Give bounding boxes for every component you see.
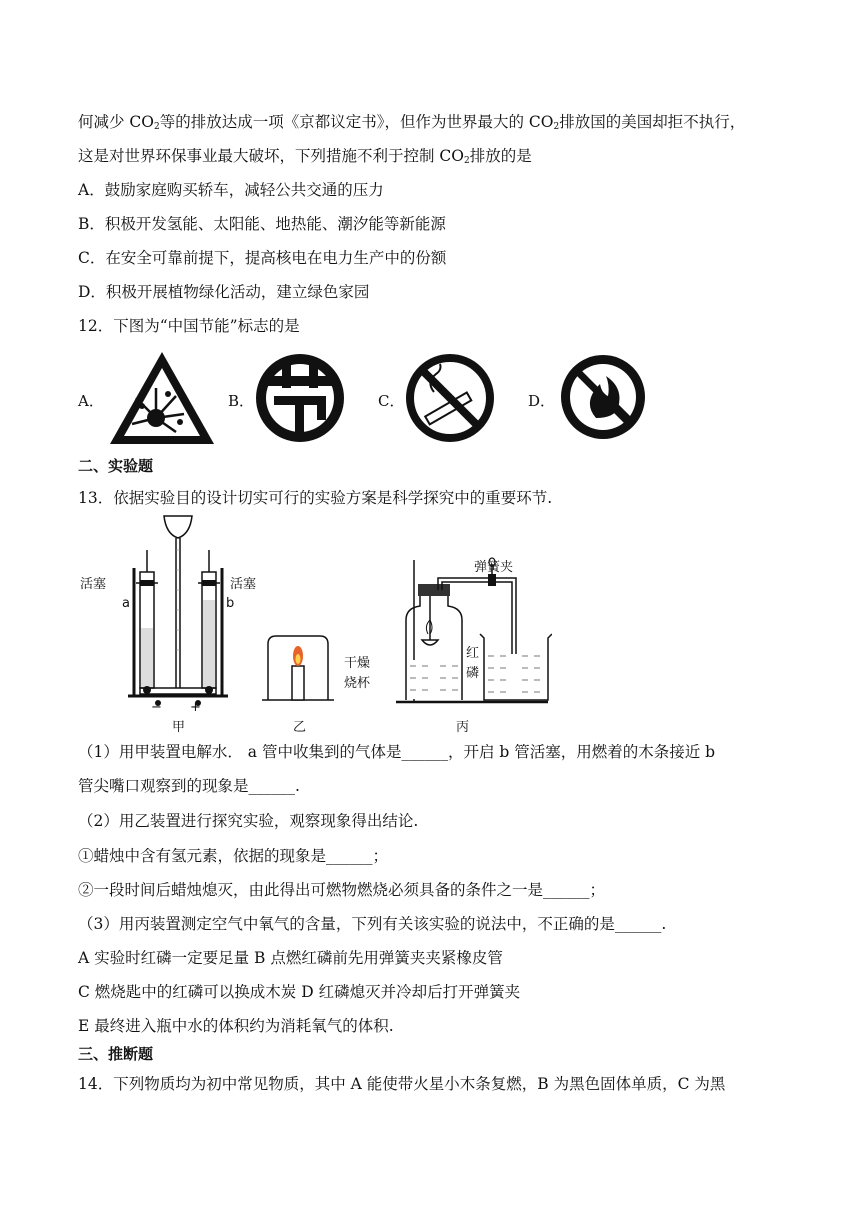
oxygen-content-apparatus-figure — [392, 556, 552, 708]
q11-line-2 — [78, 146, 532, 171]
section-2-heading: 二、实验题 — [78, 457, 154, 475]
q11-text-2a: 这是对世界环保事业最大破坏，下列措施不利于控制 CO — [78, 147, 464, 165]
q11-text-1a: 何减少 CO — [78, 113, 154, 131]
red-phosphorus-label-2: 磷 — [466, 666, 480, 681]
q12-option-d-label[interactable]: D． — [528, 392, 556, 410]
q11-sub-2: 2 — [553, 122, 560, 132]
figure-yi-label: 乙 — [293, 720, 307, 735]
explosive-warning-icon[interactable] — [106, 348, 218, 448]
no-open-flame-icon[interactable] — [556, 350, 650, 444]
tube-a-label: a — [122, 596, 130, 611]
red-phosphorus-label-1: 红 — [466, 646, 480, 661]
q13-part-3-option-e: E 最终进入瓶中水的体积约为消耗氧气的体积. — [78, 1017, 394, 1035]
q11-option-a[interactable]: A．鼓励家庭购买轿车，减轻公共交通的压力 — [78, 181, 384, 199]
q13-part-1-line-2: 管尖嘴口观察到的现象是______. — [78, 777, 300, 795]
no-smoking-icon[interactable] — [404, 352, 496, 444]
q11-sub-1: 2 — [154, 122, 160, 132]
q13-part-2-item-1: ①蜡烛中含有氢元素，依据的现象是______； — [78, 847, 389, 865]
section-3-heading: 三、推断题 — [78, 1045, 154, 1063]
q14-stem: 14．下列物质均为初中常见物质，其中 A 能使带火星小木条复燃，B 为黑色固体单质，C 为黑 — [78, 1075, 726, 1093]
q11-option-c[interactable]: C．在安全可靠前提下，提高核电在电力生产中的份额 — [78, 249, 447, 267]
q13-part-2-item-2: ②一段时间后蜡烛熄灭，由此得出可燃物燃烧必须具备的条件之一是______； — [78, 881, 606, 899]
q11-text-1c: 排放国的美国却拒不执行， — [559, 113, 746, 131]
q12-option-b-label[interactable]: B． — [228, 392, 255, 410]
q11-option-d[interactable]: D．积极开展植物绿化活动，建立绿色家园 — [78, 283, 370, 301]
valve-left-label: 活塞 — [80, 577, 107, 592]
q11-option-b[interactable]: B．积极开发氢能、太阳能、地热能、潮汐能等新能源 — [78, 215, 446, 233]
spring-clip-label: 弹簧夹 — [474, 560, 514, 575]
q13-part-3: （3）用丙装置测定空气中氧气的含量，下列有关该实验的说法中，不正确的是______. — [78, 915, 667, 933]
q11-text-1b: 等的排放达成一项《京都议定书》，但作为世界最大的 CO — [159, 113, 554, 131]
valve-right-label: 活塞 — [230, 577, 257, 592]
figure-jia-label: 甲 — [172, 720, 186, 735]
q13-part-3-options-cd: C 燃烧匙中的红磷可以换成木炭 D 红磷熄灭并冷却后打开弹簧夹 — [78, 983, 521, 1001]
candle-beaker-figure — [262, 632, 334, 704]
q11-sub-3: 2 — [464, 156, 470, 166]
negative-electrode-label: − — [151, 700, 162, 715]
q11-text-2b: 排放的是 — [469, 147, 532, 165]
q12-option-c-label[interactable]: C． — [378, 392, 405, 410]
tube-b-label: b — [226, 596, 235, 611]
q11-line-1 — [78, 112, 745, 137]
figure-bing-label: 丙 — [456, 720, 470, 735]
dry-beaker-label-1: 干燥 — [344, 656, 371, 671]
positive-electrode-label: + — [190, 700, 201, 715]
q12-option-a-label[interactable]: A． — [78, 392, 104, 410]
q13-part-1-line-1: （1）用甲装置电解水． a 管中收集到的气体是______，开启 b 管活塞，用燃着的木条接近 b — [78, 743, 716, 761]
dry-beaker-label-2: 烧杯 — [344, 676, 371, 691]
china-energy-saving-logo-icon[interactable] — [252, 350, 348, 446]
q13-part-2: （2）用乙装置进行探究实验，观察现象得出结论. — [78, 812, 419, 830]
q13-part-3-options-ab: A 实验时红磷一定要足量 B 点燃红磷前先用弹簧夹夹紧橡皮管 — [78, 949, 503, 967]
q13-stem: 13．依据实验目的设计切实可行的实验方案是科学探究中的重要环节. — [78, 489, 553, 507]
electrolysis-apparatus-figure — [78, 510, 248, 732]
q12-stem: 12．下图为“中国节能”标志的是 — [78, 317, 300, 335]
